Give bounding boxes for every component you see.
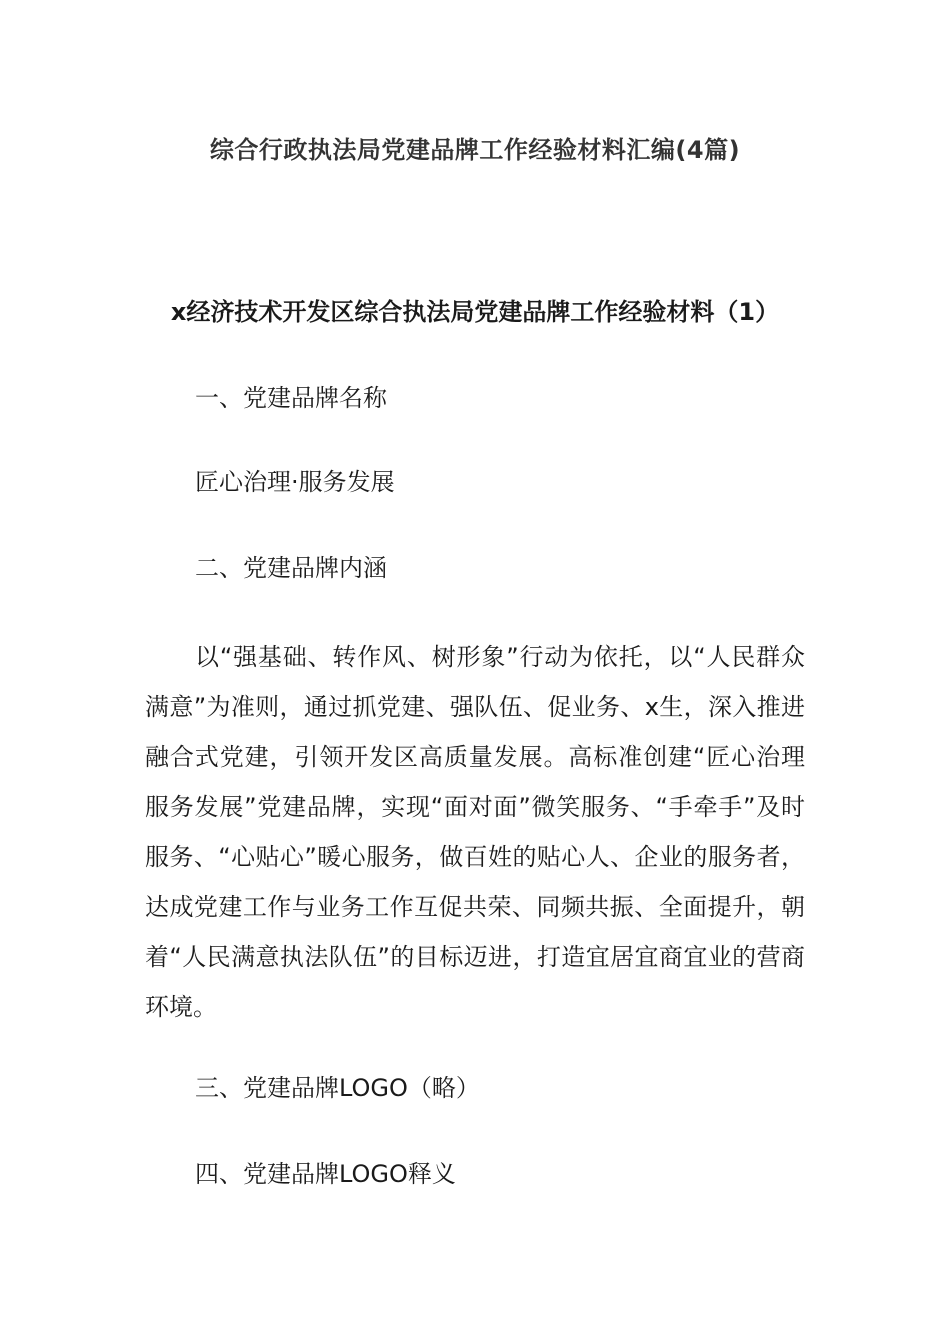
section-heading-connotation: 二、党建品牌内涵	[195, 554, 387, 582]
brand-name-text: 匠心治理·服务发展	[195, 468, 395, 496]
article-title: x经济技术开发区综合执法局党建品牌工作经验材料（1）	[170, 298, 780, 326]
section-heading-name: 一、党建品牌名称	[195, 384, 387, 412]
section-heading-logo: 三、党建品牌LOGO（略）	[195, 1074, 480, 1102]
document-title: 综合行政执法局党建品牌工作经验材料汇编(4篇)	[209, 136, 741, 164]
body-paragraph: 以“强基础、转作风、树形象”行动为依托，以“人民群众满意”为准则，通过抓党建、强队伍、促业务、x生，深入推进融合式党建，引领开发区高质量发展。高标准创建“匠心治理服务发展”党建品牌，实现“面对面”微笑服务、“手牵手”及时服务、“心贴心”暖心服务，做百姓的贴心人、企业的服务者，达成党建工作与业务工作互促共荣、同频共振、全面提升，朝着“人民满意执法队伍”的目标迈进，打造宜居宜商宜业的营商环境。	[145, 643, 805, 1021]
section-heading-logo-meaning: 四、党建品牌LOGO释义	[195, 1160, 456, 1188]
